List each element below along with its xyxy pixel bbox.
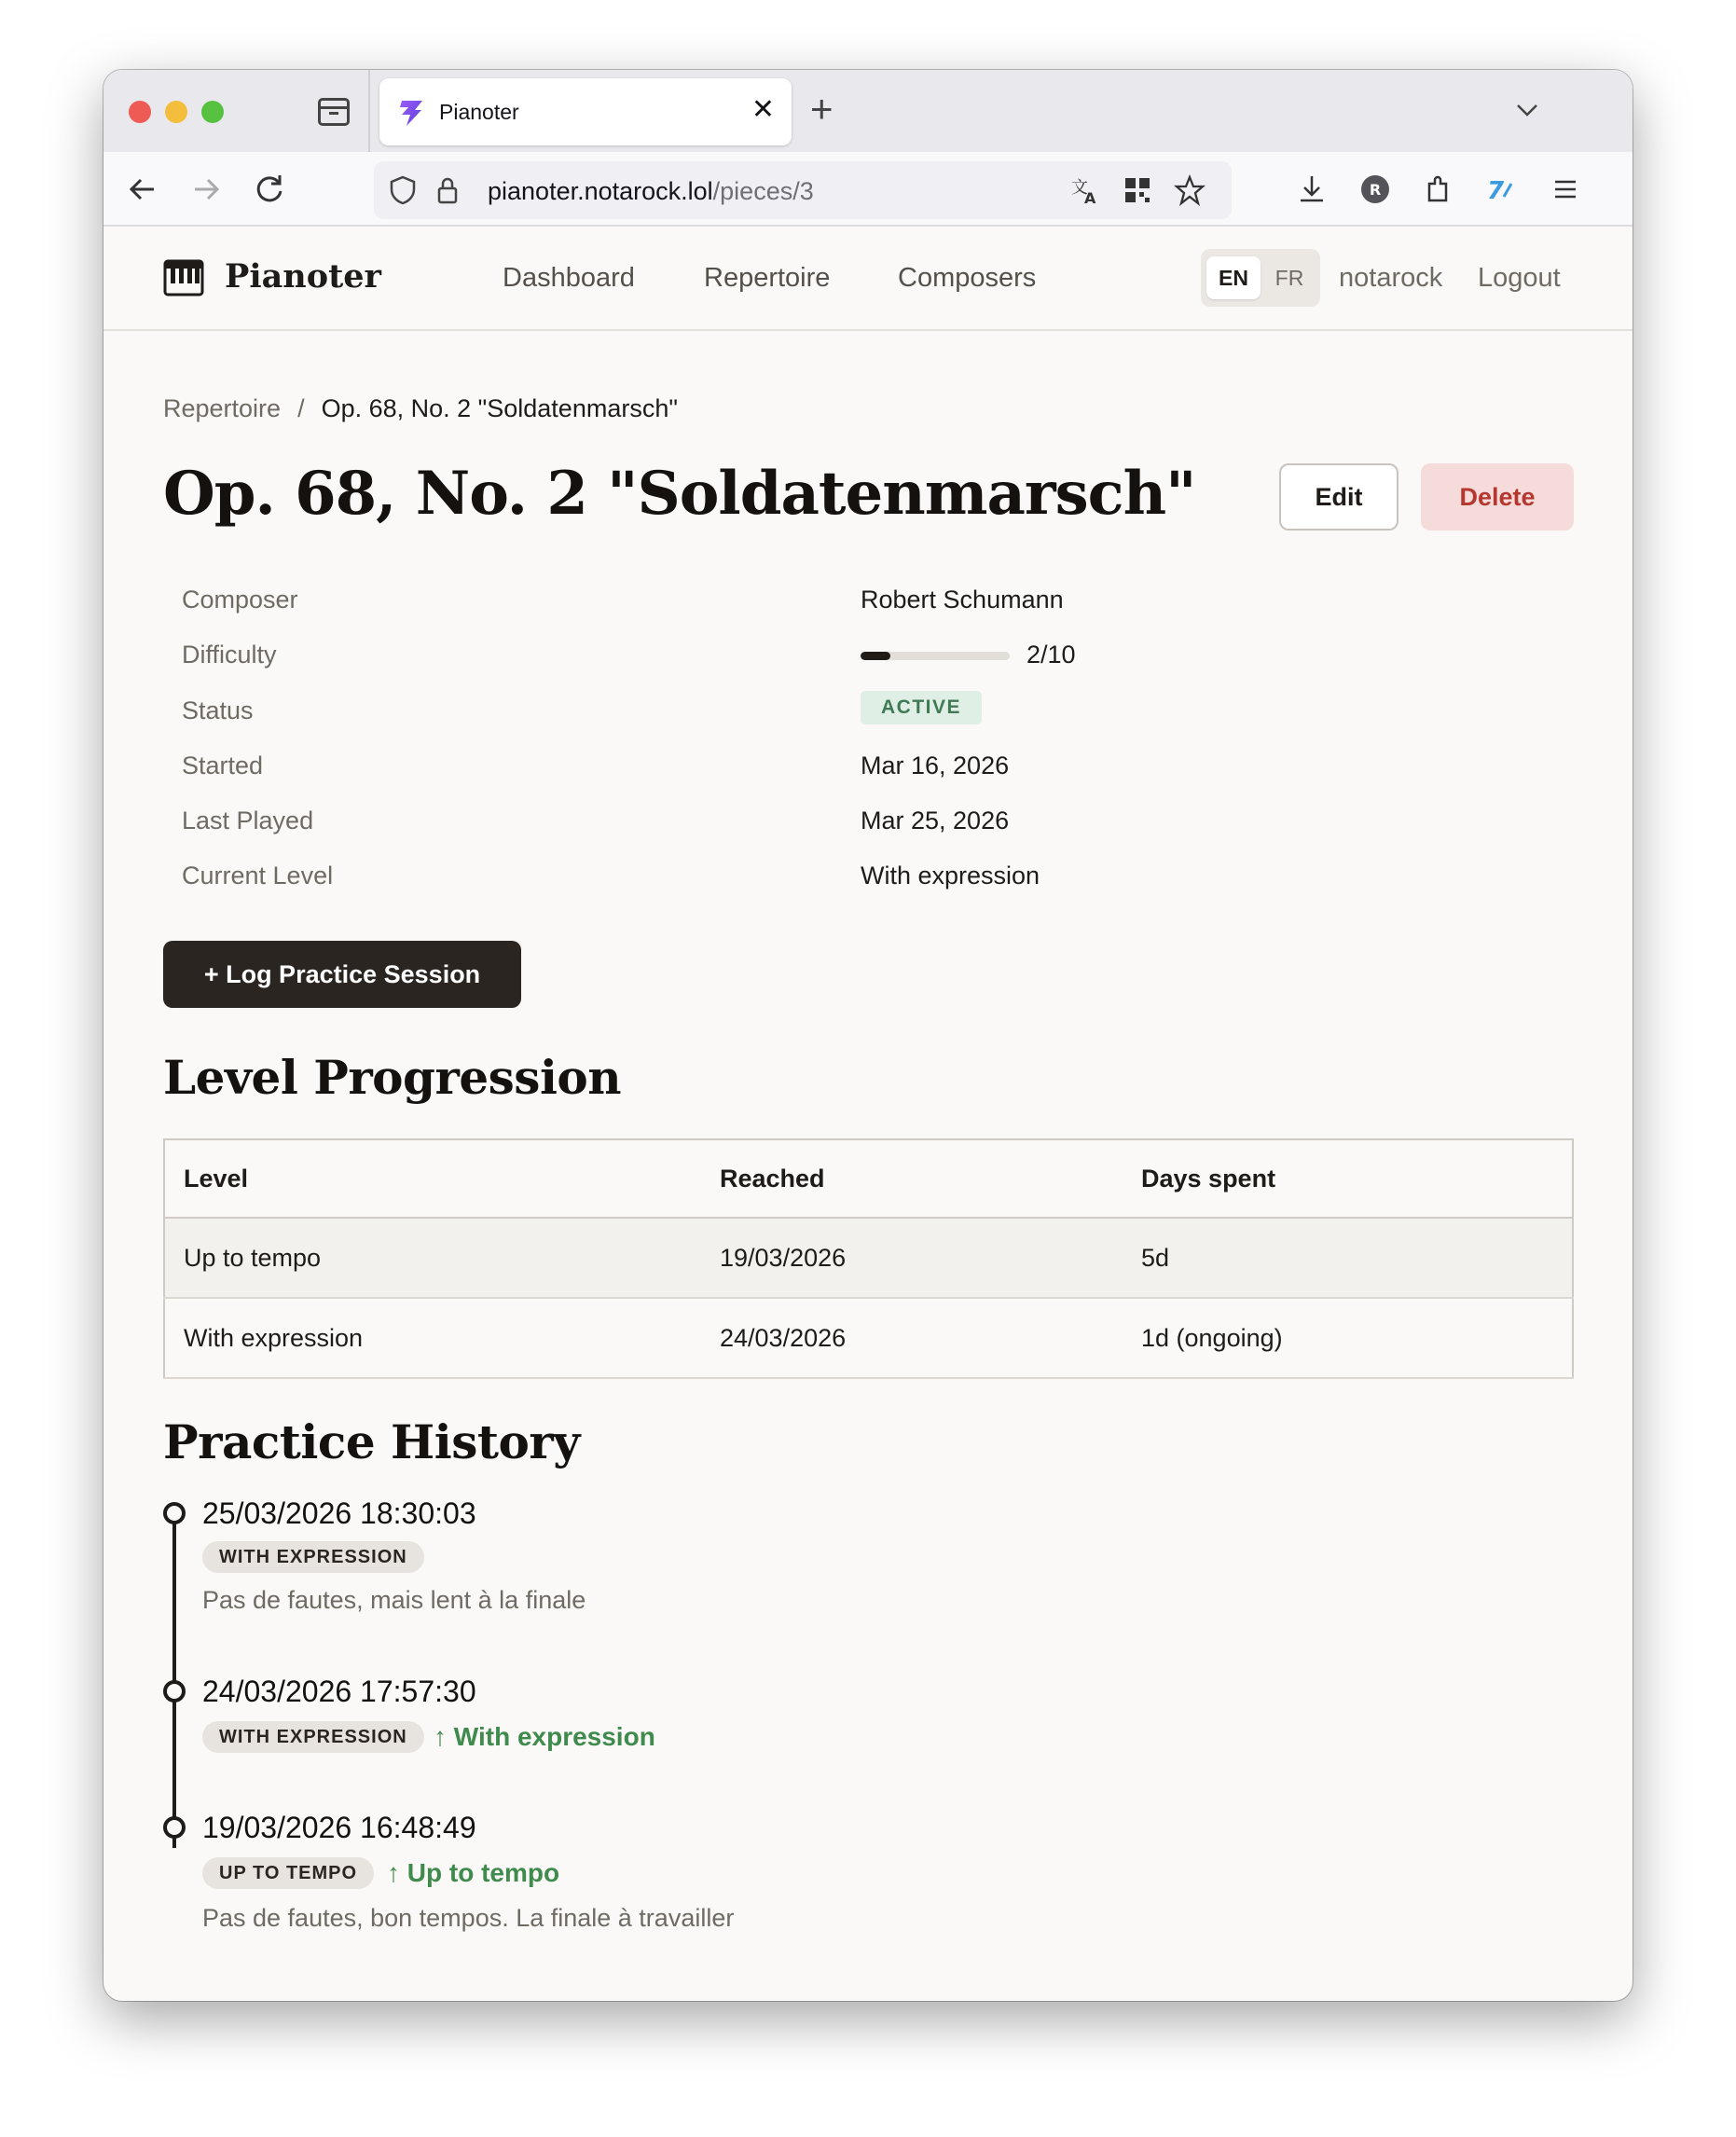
cell-level: Up to tempo — [164, 1218, 701, 1298]
table-row — [164, 1298, 1573, 1378]
composer-value[interactable]: Robert Schumann — [861, 586, 1064, 614]
qr-code-icon[interactable] — [1122, 174, 1153, 206]
breadcrumb-separator: / — [297, 394, 305, 422]
browser-tab-active[interactable] — [379, 78, 792, 145]
url-text[interactable] — [488, 177, 814, 206]
last-played-value: Mar 25, 2026 — [861, 807, 1010, 834]
level-up-indicator: ↑ With expression — [434, 1722, 655, 1751]
log-practice-session-button[interactable]: + Log Practice Session — [163, 941, 521, 1008]
profile-avatar-icon[interactable] — [1357, 171, 1394, 208]
download-icon[interactable] — [1293, 171, 1330, 208]
difficulty-label: Difficulty — [182, 641, 277, 669]
username-link[interactable]: notarock — [1339, 263, 1443, 293]
meta-started — [182, 751, 1562, 789]
svg-text:A: A — [1084, 189, 1096, 206]
translate-icon[interactable] — [1069, 174, 1101, 206]
level-progression-table — [163, 1138, 1574, 1379]
brand-name[interactable]: Pianoter — [225, 257, 381, 296]
cell-reached: 19/03/2026 — [701, 1218, 1123, 1298]
breadcrumb — [163, 394, 678, 423]
tab-close-icon[interactable]: ✕ — [751, 94, 775, 125]
meta-composer — [182, 586, 1562, 623]
browser-window — [103, 70, 1633, 2001]
practice-level-badge: WITH EXPRESSION — [202, 1721, 424, 1753]
url-path: /pieces/3 — [712, 177, 814, 205]
practice-history-title: Practice History — [163, 1414, 580, 1469]
status-badge: ACTIVE — [861, 691, 982, 724]
lang-fr-button[interactable]: FR — [1274, 266, 1304, 290]
current-level-value: With expression — [861, 862, 1040, 889]
svg-text:R: R — [1369, 181, 1382, 199]
cell-days-spent: 1d (ongoing) — [1123, 1298, 1573, 1378]
back-arrow-icon[interactable] — [122, 169, 163, 210]
meta-status — [182, 696, 1562, 734]
timeline-dot — [163, 1816, 186, 1839]
difficulty-bar-fill — [861, 652, 890, 660]
practice-datetime: 25/03/2026 18:30:03 — [202, 1496, 476, 1530]
status-label: Status — [182, 696, 254, 724]
tab-overview-icon[interactable] — [318, 98, 350, 126]
practice-datetime: 24/03/2026 17:57:30 — [202, 1675, 476, 1708]
lang-en-button[interactable]: EN — [1206, 256, 1261, 299]
nav-dashboard[interactable]: Dashboard — [503, 263, 635, 293]
new-tab-icon[interactable]: + — [810, 87, 834, 131]
page-title: Op. 68, No. 2 "Soldatenmarsch" — [163, 459, 1196, 529]
timeline-dot — [163, 1502, 186, 1524]
level-up-indicator: ↑ Up to tempo — [387, 1858, 560, 1887]
column-header-days-spent: Days spent — [1123, 1139, 1573, 1218]
window-maximize-button[interactable] — [201, 101, 224, 123]
url-bar[interactable] — [374, 161, 1232, 219]
reload-icon[interactable] — [249, 169, 290, 210]
edit-button[interactable]: Edit — [1279, 463, 1398, 531]
language-switcher — [1201, 249, 1320, 307]
meta-current-level — [182, 862, 1562, 899]
current-level-label: Current Level — [182, 862, 334, 889]
extensions-puzzle-icon[interactable] — [1420, 171, 1457, 208]
logout-link[interactable]: Logout — [1478, 263, 1561, 293]
extension-7-icon[interactable] — [1483, 171, 1521, 208]
app-header — [103, 227, 1633, 331]
meta-difficulty — [182, 641, 1562, 678]
practice-level-badge: WITH EXPRESSION — [202, 1541, 424, 1573]
level-progression-title: Level Progression — [163, 1050, 622, 1105]
nav-repertoire[interactable]: Repertoire — [704, 263, 831, 293]
tab-bar — [103, 70, 1633, 152]
nav-composers[interactable]: Composers — [898, 263, 1037, 293]
tab-divider — [368, 70, 370, 152]
delete-button[interactable]: Delete — [1421, 463, 1574, 531]
practice-level-badge: UP TO TEMPO — [202, 1857, 374, 1889]
browser-toolbar — [103, 152, 1633, 227]
meta-last-played — [182, 807, 1562, 844]
started-value: Mar 16, 2026 — [861, 751, 1010, 779]
practice-note: Pas de fautes, bon tempos. La finale à travailler — [202, 1904, 735, 1932]
cell-reached: 24/03/2026 — [701, 1298, 1123, 1378]
column-header-level: Level — [164, 1139, 701, 1218]
window-minimize-button[interactable] — [165, 101, 187, 123]
column-header-reached: Reached — [701, 1139, 1123, 1218]
lock-icon[interactable] — [432, 174, 463, 206]
cell-level: With expression — [164, 1298, 701, 1378]
window-close-button[interactable] — [129, 101, 151, 123]
table-header-row — [164, 1139, 1573, 1218]
difficulty-bar — [861, 652, 1010, 660]
url-host: pianoter.notarock.lol — [488, 177, 713, 205]
cell-days-spent: 5d — [1123, 1218, 1573, 1298]
practice-datetime: 19/03/2026 16:48:49 — [202, 1811, 476, 1844]
tab-title: Pianoter — [439, 100, 519, 124]
chevron-down-icon[interactable] — [1515, 98, 1539, 122]
hamburger-menu-icon[interactable] — [1547, 171, 1584, 208]
started-label: Started — [182, 751, 264, 779]
composer-label: Composer — [182, 586, 298, 614]
difficulty-value: 2/10 — [1026, 641, 1076, 669]
breadcrumb-repertoire-link[interactable]: Repertoire — [163, 394, 282, 422]
svg-text:7: 7 — [1487, 177, 1505, 205]
breadcrumb-current: Op. 68, No. 2 "Soldatenmarsch" — [321, 394, 678, 422]
piano-keys-icon[interactable] — [163, 259, 204, 296]
table-row — [164, 1218, 1573, 1298]
bookmark-star-icon[interactable] — [1174, 174, 1206, 206]
last-played-label: Last Played — [182, 807, 314, 834]
practice-note: Pas de fautes, mais lent à la finale — [202, 1586, 586, 1614]
shield-icon[interactable] — [387, 174, 419, 206]
lightning-bolt-icon — [396, 97, 428, 129]
svg-text:文: 文 — [1071, 178, 1088, 198]
forward-arrow-icon[interactable] — [186, 169, 227, 210]
timeline-dot — [163, 1680, 186, 1703]
